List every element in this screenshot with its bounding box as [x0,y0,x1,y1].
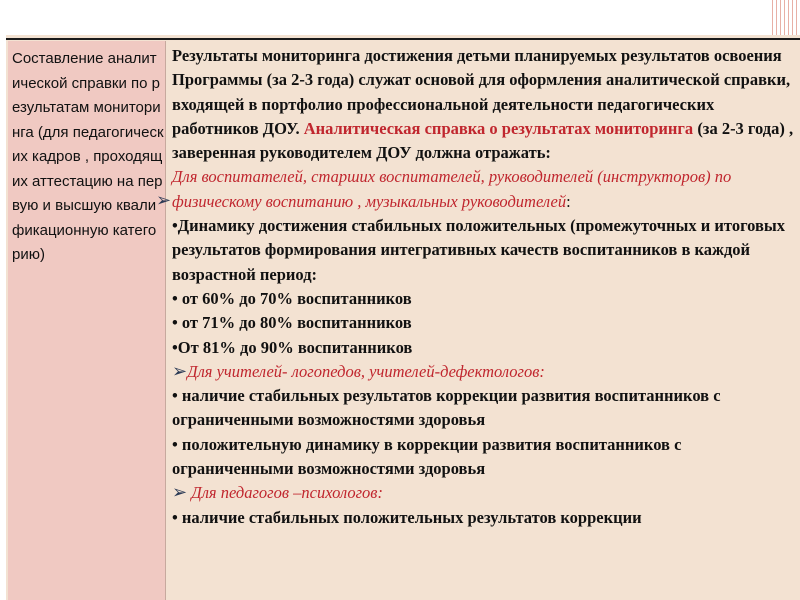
section1-title: Для воспитателей, старших воспитателей, руководителей (инструкторов) по физическому воспитанию , музыкальных руководителей [172,167,732,211]
intro-text: Результаты мониторинга достижения детьми планируемых результатов освоения Программы (за 2-3 года) служат основой для оформления аналитической справки, входящей в портфолио профессиональной деятельности педагогических работников ДОУ. [172,46,791,138]
section3-heading [172,481,796,505]
percent-item-1: • от 60% до 70% воспитанников [172,288,412,308]
highlight-tail: (за 2-3 года) , заверенная руководителем ДОУ должна отражать: [172,118,794,163]
highlight-phrase: Аналитическая справка о результатах мониторинга [303,118,694,138]
section2-heading [172,360,796,384]
right-cell [172,44,796,530]
percent-item-2: • от 71% до 80% воспитанников [172,313,412,333]
section2-item-2: • положительную динамику в коррекции развития воспитанников с ограниченными возможностями здоровья [172,434,682,479]
section1-colon: : [566,191,571,211]
table-top-border [6,38,800,40]
section3-item-1: • наличие стабильных положительных результатов коррекции [172,507,642,527]
section1-heading [172,165,796,214]
section2-item-1: • наличие стабильных результатов коррекции развития воспитанников с ограниченными возможностями здоровья [172,386,721,430]
arrow-bullet-icon: ➢ [156,190,172,211]
section1-bullet: •Динамику достижения стабильных положительных (промежуточных и итоговых результатов формирования интегративных качеств воспитанников в каждой возрастной период: [172,216,786,284]
arrow-bullet-icon: ➢ [172,482,188,504]
section3-title: Для педагогов –психологов: [187,483,383,503]
intro-paragraph [172,44,796,165]
section2-title: Для учителей- логопедов, учителей-дефектологов: [187,361,545,381]
left-cell-text: Составление аналитической справки по результатам мониторинга (для педагогических кадров , проходящих аттестацию на первую и высшую квалификационную категорию) [12,50,164,263]
arrow-bullet-icon: ➢ [172,360,188,382]
percent-item-3: •От 81% до 90% воспитанников [172,337,413,357]
